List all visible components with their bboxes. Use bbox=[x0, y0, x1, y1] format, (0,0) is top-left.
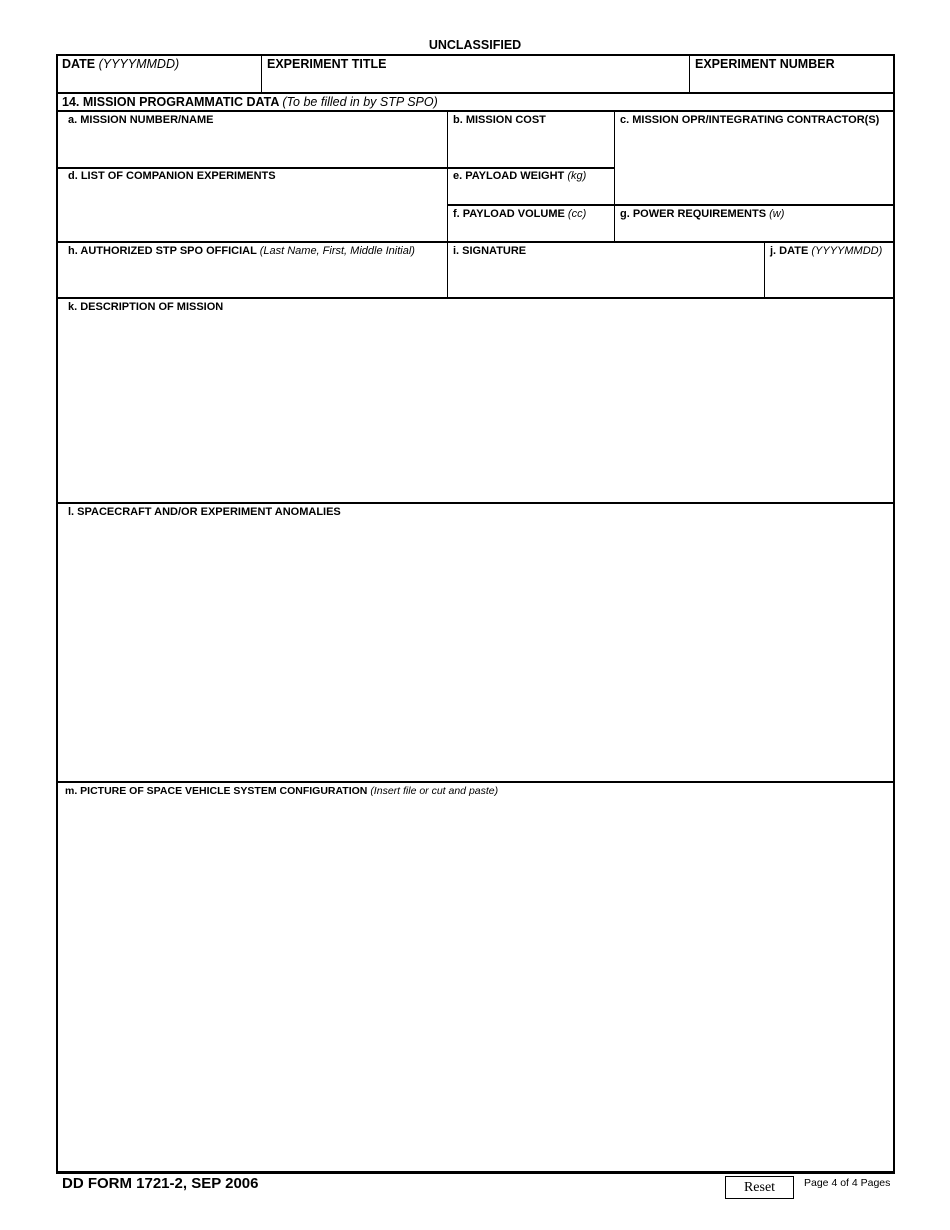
mission-cost-label: b. MISSION COST bbox=[453, 114, 546, 126]
reset-button[interactable]: Reset bbox=[725, 1176, 794, 1199]
companion-experiments-label: d. LIST OF COMPANION EXPERIMENTS bbox=[68, 170, 276, 182]
mission-description-label: k. DESCRIPTION OF MISSION bbox=[68, 301, 224, 313]
divider bbox=[56, 781, 895, 783]
payload-weight-unit: (kg) bbox=[567, 170, 587, 182]
divider bbox=[447, 110, 448, 241]
mission-cost-field[interactable] bbox=[450, 129, 612, 165]
divider bbox=[447, 204, 895, 206]
experiment-title-label: EXPERIMENT TITLE bbox=[267, 57, 387, 71]
frame-left-border bbox=[56, 55, 58, 1173]
classification-marking: UNCLASSIFIED bbox=[428, 38, 522, 52]
mission-description-field[interactable] bbox=[60, 316, 891, 500]
divider bbox=[56, 297, 895, 299]
divider bbox=[614, 110, 615, 241]
payload-weight-label: e. PAYLOAD WEIGHT (kg) bbox=[453, 170, 587, 182]
configuration-picture-label: m. PICTURE OF SPACE VEHICLE SYSTEM CONFIGURATION (Insert file or cut and paste) bbox=[65, 785, 499, 797]
configuration-picture-hint: (Insert file or cut and paste) bbox=[370, 785, 499, 797]
payload-weight-field[interactable] bbox=[450, 185, 612, 203]
mission-number-field[interactable] bbox=[60, 129, 445, 165]
mission-opr-field[interactable] bbox=[617, 129, 891, 202]
page-indicator: Page 4 of 4 Pages bbox=[804, 1177, 891, 1189]
configuration-picture-area[interactable] bbox=[60, 800, 891, 1168]
authorized-official-field[interactable] bbox=[60, 262, 445, 295]
form-identifier: DD FORM 1721-2, SEP 2006 bbox=[62, 1175, 259, 1192]
anomalies-field[interactable] bbox=[60, 521, 891, 779]
frame-top-border bbox=[56, 54, 895, 56]
companion-experiments-field[interactable] bbox=[60, 185, 445, 239]
divider bbox=[56, 502, 895, 504]
divider bbox=[56, 167, 615, 169]
payload-volume-label: f. PAYLOAD VOLUME (cc) bbox=[453, 208, 587, 220]
experiment-number-field[interactable] bbox=[693, 72, 891, 91]
mission-opr-label: c. MISSION OPR/INTEGRATING CONTRACTOR(S) bbox=[620, 114, 880, 126]
frame-bottom-border bbox=[56, 1171, 895, 1174]
mission-number-label: a. MISSION NUMBER/NAME bbox=[68, 114, 214, 126]
date-label: DATE (YYYYMMDD) bbox=[62, 57, 180, 71]
divider bbox=[56, 241, 895, 243]
power-requirements-label: g. POWER REQUIREMENTS (w) bbox=[620, 208, 785, 220]
approval-date-label: j. DATE (YYYYMMDD) bbox=[770, 245, 883, 257]
approval-date-hint: (YYYYMMDD) bbox=[811, 245, 883, 257]
approval-date-field[interactable] bbox=[767, 262, 891, 295]
payload-volume-unit: (cc) bbox=[567, 208, 587, 220]
divider bbox=[56, 92, 895, 94]
payload-volume-field[interactable] bbox=[450, 222, 612, 240]
signature-label: i. SIGNATURE bbox=[453, 245, 527, 257]
power-requirements-field[interactable] bbox=[617, 222, 891, 240]
section-14-title: 14. MISSION PROGRAMMATIC DATA (To be filled in by STP SPO) bbox=[62, 95, 438, 109]
divider bbox=[689, 55, 690, 93]
frame-right-border bbox=[893, 55, 895, 1173]
authorized-official-label: h. AUTHORIZED STP SPO OFFICIAL (Last Name, First, Middle Initial) bbox=[68, 245, 415, 257]
divider bbox=[764, 241, 765, 298]
divider bbox=[261, 55, 262, 93]
authorized-official-hint: (Last Name, First, Middle Initial) bbox=[259, 245, 415, 257]
divider bbox=[447, 241, 448, 298]
experiment-title-field[interactable] bbox=[265, 72, 686, 91]
power-requirements-unit: (w) bbox=[769, 208, 785, 220]
signature-field[interactable] bbox=[450, 262, 762, 295]
section-14-hint: (To be filled in by STP SPO) bbox=[282, 95, 438, 109]
date-field[interactable] bbox=[60, 72, 258, 91]
experiment-number-label: EXPERIMENT NUMBER bbox=[695, 57, 835, 71]
anomalies-label: l. SPACECRAFT AND/OR EXPERIMENT ANOMALIES bbox=[68, 506, 341, 518]
date-format-hint: (YYYYMMDD) bbox=[98, 57, 180, 71]
divider bbox=[56, 110, 895, 112]
